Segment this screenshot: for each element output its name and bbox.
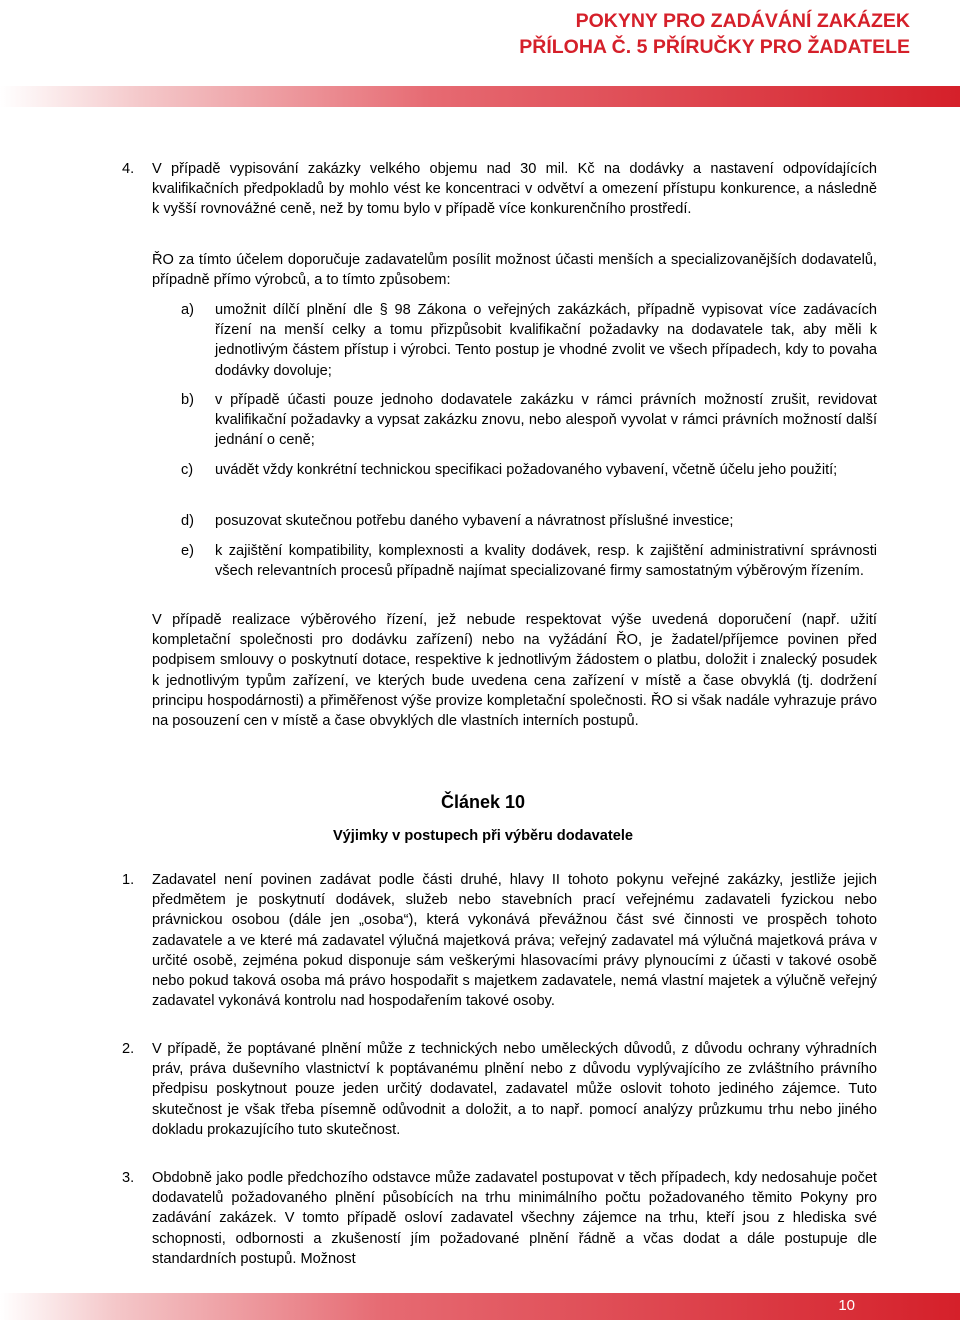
intro-paragraph: ŘO za tímto účelem doporučuje zadavatelům posílit možnost účasti menších a specializovanějších dodavatelů, případně přímo výrobců, a to tímto způsobem: <box>152 252 877 289</box>
closing-paragraph: V případě realizace výběrového řízení, jež nebude respektovat výše uvedená doporučení (např. užití kompletační společnosti pro dodávku zařízení) nebo na vyžádání ŘO, je žadatel/příjemce povinen před podpisem smlouvy o poskytnutí dotace, respektive k jednotlivým žádostem o platbu, doložit i znalecký posudek k jednotlivým typům zařízení, ve kterých bude uvedena cena zařízení v místě a čase obvyklá (tj. dodržení principu hospodárnosti) a přiměřenost výše provize kompletační společnosti. ŘO si však nadále vyhrazuje právo na posouzení cen v místě a čase obvyklých dle vlastních interních postupů. <box>152 612 877 730</box>
item-number: 4. <box>122 161 135 177</box>
item-number: 3. <box>122 1170 135 1186</box>
footer-gradient-bar <box>0 1293 960 1320</box>
list-item-text: v případě účasti pouze jednoho dodavatele zakázku v rámci právních možností zrušit, revidovat kvalifikační požadavky a vypsat zakázku znovu, nebo alespoň vyvolat v rámci právních možností další jednání o ceně; <box>215 392 877 449</box>
list-item-label: a) <box>181 302 194 318</box>
item-number: 1. <box>122 872 135 888</box>
list-item-label: c) <box>181 462 194 478</box>
list-item-text: umožnit dílčí plnění dle § 98 Zákona o veřejných zakázkách, případně vypisovat více zadávacích řízení na menší celky a tomu přizpůsobit kvalifikační požadavky na dodavatele tak, aby měli k jednotlivým částem přístup i výrobci. Tento postup je vhodné zvolit ve všech případech, kdy to povaha dodávky dovoluje; <box>215 302 877 379</box>
header-title-line2: PŘÍLOHA Č. 5 PŘÍRUČKY PRO ŽADATELE <box>519 36 910 58</box>
list-item-label: d) <box>181 513 194 529</box>
list-item-text: uvádět vždy konkrétní technickou specifikaci požadovaného vybavení, včetně účelu jeho použití; <box>215 462 838 478</box>
page-number: 10 <box>838 1297 855 1314</box>
article-subtitle: Výjimky v postupech při výběru dodavatele <box>332 828 634 844</box>
item-text: V případě, že poptávané plnění může z technických nebo uměleckých důvodů, z důvodu ochrany výhradních práv, práva duševního vlastnictví k poptávanému plnění nebo z důvodu vyplývajícího ze zvláštního právního předpisu poskytnout pouze jeden určitý dodavatel, zadavatel může oslovit tohoto jediného zájemce. Tuto skutečnost je však třeba písemně odůvodnit a doložit, a to např. pomocí analýzy průzkumu trhu nebo jiného dokladu prokazujícího tuto skutečnost. <box>152 1041 877 1138</box>
item-text: Obdobně jako podle předchozího odstavce může zadavatel postupovat v těch případech, kdy nedosahuje počet dodavatelů požadovaného plnění působících na trhu minimálního počtu požadovaného těmito Pokyny pro zadávání zakázek. V tomto případě osloví zadavatel všechny zájemce na trhu, kteří jsou z hlediska své schopnosti, odbornosti a zkušeností jím požadované plnění řádně a včas dodat a dále postupuje dle standardních postupů. Možnost <box>152 1170 877 1267</box>
list-item-label: e) <box>181 543 194 559</box>
list-item-text: k zajištění kompatibility, komplexnosti a kvality dodávek, resp. k zajištění administrativní správnosti všech relevantních procesů případně najímat specializované firmy samostatným výběrovým řízením. <box>215 543 877 580</box>
list-item-text: posuzovat skutečnou potřebu daného vybavení a návratnost příslušné investice; <box>215 513 734 529</box>
list-item-label: b) <box>181 392 194 408</box>
document-header <box>519 8 910 60</box>
header-title-line1: POKYNY PRO ZADÁVÁNÍ ZAKÁZEK <box>575 10 910 32</box>
item-text: Zadavatel není povinen zadávat podle části druhé, hlavy II tohoto pokynu veřejné zakázky, jestliže jejich předmětem je poskytnutí dodávek, služeb nebo stavebních prací veřejnému zadavateli fyzickou nebo právnickou osobou (dále jen „osoba“), která vykonává převážnou část své činnosti ve prospěch tohoto zadavatele a ve které má zadavatel výlučná majetková práva; veřejný zadavatel má výlučná majetková práva v určité osobě, zejména pokud disponuje sám veškerými hlasovacími právy plynoucími z účasti v takové osobě nebo pokud taková osoba má právo hospodařit s majetkem zadavatele, nemá vlastní majetek a výlučně veřejný zadavatel vykonává kontrolu nad hospodařením takové osoby. <box>152 872 877 1010</box>
article-title: Článek 10 <box>440 792 526 812</box>
item-number: 2. <box>122 1041 135 1057</box>
item-text: V případě vypisování zakázky velkého objemu nad 30 mil. Kč na dodávky a nastavení odpovídajících kvalifikačních předpokladů by mohlo vést ke koncentraci v odvětví a omezení přístupu konkurence, a následně k vyšší rovnovážné ceně, než by tomu bylo v případě více konkurenčního prostředí. <box>152 161 877 218</box>
header-gradient-bar <box>0 86 960 107</box>
